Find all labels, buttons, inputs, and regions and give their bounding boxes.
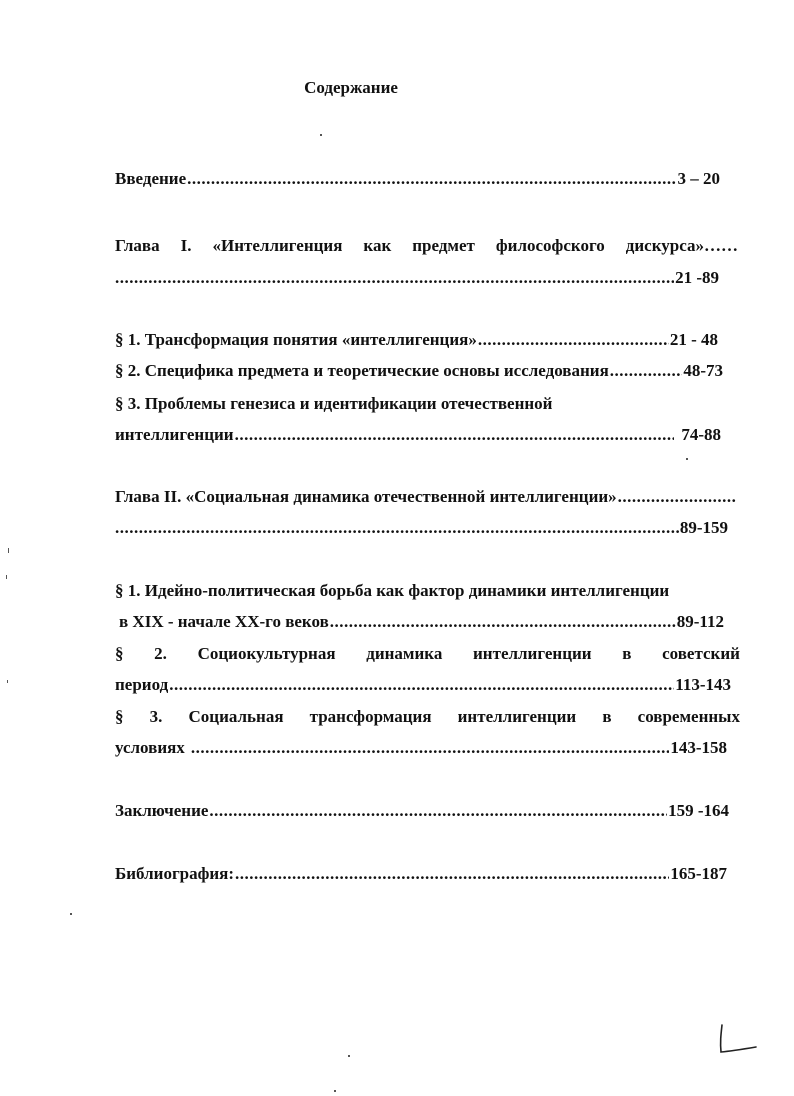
toc-entry-ch2-s2-line1 — [115, 643, 740, 665]
toc-entry-ch2-s2-line2 — [115, 674, 731, 696]
word: Социокультурная — [197, 644, 336, 663]
toc-entry-ch1-s3-line2 — [115, 424, 721, 446]
toc-label: § 1. Идейно-политическая борьба как фактор динамики интеллигенции — [115, 581, 670, 600]
toc-page: 89-112 — [676, 612, 724, 631]
toc-entry-bibliography — [115, 863, 727, 885]
toc-leader — [235, 863, 669, 885]
toc-label: интеллигенции — [115, 425, 234, 444]
word: 2. — [154, 644, 167, 663]
page-title: Содержание — [304, 78, 398, 97]
word: § — [115, 644, 124, 663]
word: «Интеллигенция — [212, 236, 343, 255]
toc-label: Введение — [115, 169, 187, 188]
toc-page: 48-73 — [683, 361, 723, 380]
word: современных — [637, 707, 740, 726]
toc-page: 89-159 — [679, 518, 728, 537]
toc-entry-ch2-s1-line2 — [119, 611, 724, 633]
toc-leader — [187, 168, 676, 190]
toc-entry-ch2-s3-line2 — [115, 737, 727, 759]
toc-entry-ch2-s1-line1 — [115, 580, 740, 602]
toc-entry-chapter-2 — [115, 517, 728, 539]
word: интеллигенции — [473, 644, 592, 663]
toc-label: Заключение — [115, 801, 209, 820]
toc-entry-ch1-s3-line1 — [115, 393, 720, 415]
toc-label: Библиография: — [115, 864, 235, 883]
word: § — [115, 707, 124, 726]
toc-entry-ch1-s1 — [115, 329, 718, 351]
toc-label: § 1. Трансформация понятия «интеллигенция» — [115, 330, 477, 349]
scan-speck — [7, 680, 8, 683]
toc-page: 159 -164 — [668, 801, 729, 820]
scan-speck — [6, 575, 7, 579]
word: 3. — [149, 707, 163, 726]
toc-page: 3 – 20 — [677, 169, 720, 188]
toc-leader — [115, 517, 679, 539]
toc-page: 21 -89 — [675, 268, 719, 287]
toc-leader — [191, 737, 670, 759]
word: динамика — [366, 644, 443, 663]
toc-chapter-2-title — [115, 486, 738, 508]
scan-speck — [348, 1055, 350, 1057]
toc-page: 143-158 — [670, 738, 727, 757]
toc-entry-intro — [115, 168, 720, 190]
toc-entry-ch2-s3-line1 — [115, 706, 740, 728]
handwritten-mark-icon — [712, 1022, 762, 1062]
word: в — [622, 644, 632, 663]
toc-leader — [610, 360, 683, 382]
word: как — [363, 236, 392, 255]
word: трансформация — [309, 707, 432, 726]
toc-leader — [235, 424, 675, 446]
word: Социальная — [188, 707, 284, 726]
scan-speck — [8, 548, 9, 553]
toc-page: 21 - 48 — [669, 330, 718, 349]
toc-page: 113-143 — [675, 675, 731, 694]
toc-entry-ch1-s2 — [115, 360, 723, 382]
toc-leader — [330, 611, 676, 633]
toc-page: 165-187 — [670, 864, 727, 883]
toc-leader — [115, 267, 674, 289]
toc-chapter-1-title — [115, 235, 738, 257]
toc-entry-chapter-1 — [115, 267, 719, 289]
word: интеллигенции — [457, 707, 577, 726]
toc-label: Глава II. «Социальная динамика отечественной интеллигенции» — [115, 487, 617, 506]
word: философского — [495, 236, 605, 255]
toc-leader — [209, 800, 667, 822]
toc-label: в XIX - начале XX-го веков — [119, 612, 329, 631]
scan-speck — [70, 913, 72, 915]
word: в — [602, 707, 612, 726]
word: I. — [180, 236, 192, 255]
scan-speck — [320, 134, 322, 136]
word: дискурса»…… — [625, 236, 738, 255]
toc-label: § 2. Специфика предмета и теоретические основы исследования — [115, 361, 609, 380]
word: предмет — [412, 236, 475, 255]
toc-label: условиях — [115, 738, 185, 757]
toc-leader — [618, 486, 737, 508]
scan-speck — [334, 1090, 336, 1092]
toc-entry-conclusion — [115, 800, 729, 822]
word: Глава — [115, 236, 160, 255]
toc-label: § 3. Проблемы генезиса и идентификации отечественной — [115, 394, 553, 413]
word: советский — [662, 644, 740, 663]
toc-label: период — [115, 675, 169, 694]
toc-leader — [169, 674, 674, 696]
toc-page: 74-88 — [681, 425, 721, 444]
toc-leader — [478, 329, 669, 351]
scan-speck — [686, 458, 688, 460]
